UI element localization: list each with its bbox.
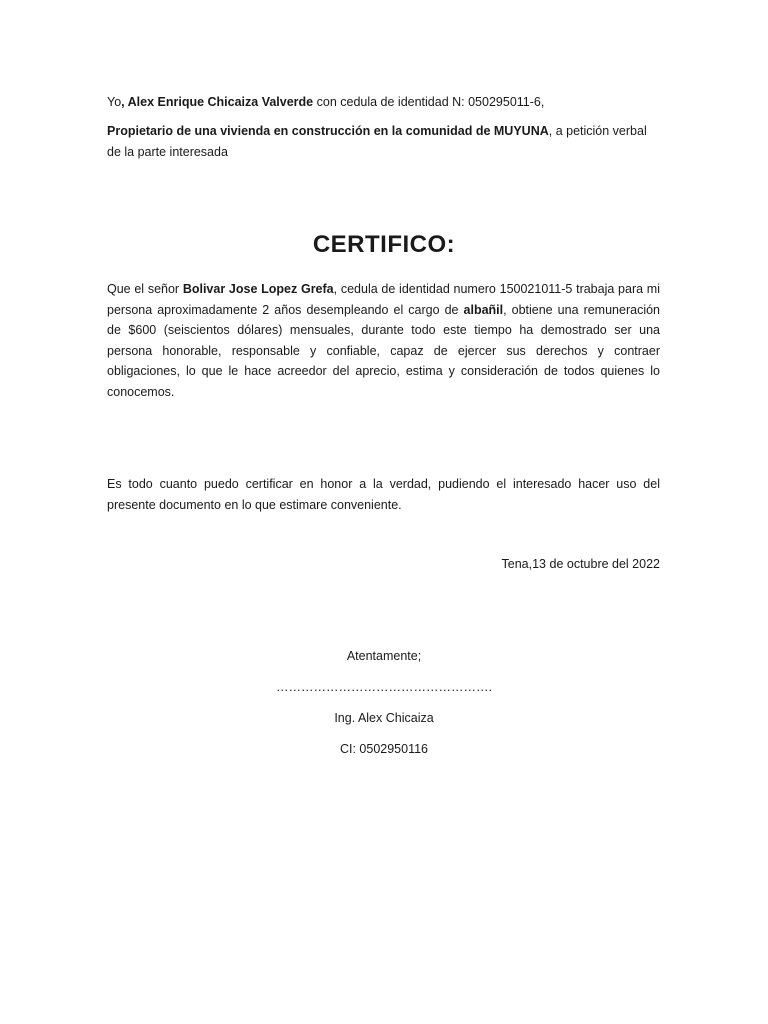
p1-middle: , cedula de identidad numero 150021011-5 trabaja para mi persona aproximadamente 2 años desempleando el cargo de [107,282,660,317]
worker-name: Bolivar Jose Lopez Grefa [182,282,334,296]
declarant-id: con cedula de identidad N: 050295011-6, [313,95,545,109]
certificate-title: CERTIFICO: [312,231,456,258]
p1-intro: Que el señor [107,282,183,296]
p1-end: , obtiene una remuneración de $600 (seiscientos dólares) mensuales, durante todo este tiempo ha demostrado ser una persona honorable, responsable y confiable, capaz de ejercer sus derechos y contraer obligaciones, lo que le hace acreedor del aprecio, estima y consideración de todos quienes lo conocemos. [107,302,660,399]
signature-line: ……………………………………………. [276,680,492,694]
owner-description: Propietario de una vivienda en construcción en la comunidad de MUYUNA [107,124,549,138]
owner-statement [107,121,660,162]
yo-prefix: Yo [107,95,122,109]
certification-paragraph [107,279,660,402]
worker-role: albañil [463,302,504,317]
declarant-line [107,92,660,113]
signer-id: CI: 0502950116 [339,742,429,756]
owner-request: , a petición verbal de la parte interesada [107,124,647,159]
document-date: Tena,13 de octubre del 2022 [501,557,660,571]
signer-name: Ing. Alex Chicaiza [334,711,434,725]
closing-paragraph: Es todo cuanto puedo certificar en honor a la verdad, pudiendo el interesado hacer uso del presente documento en lo que estimare conveniente. [107,477,660,512]
closing-salutation: Atentamente; [346,649,422,663]
declarant-name: , Alex Enrique Chicaiza Valverde [121,95,314,109]
